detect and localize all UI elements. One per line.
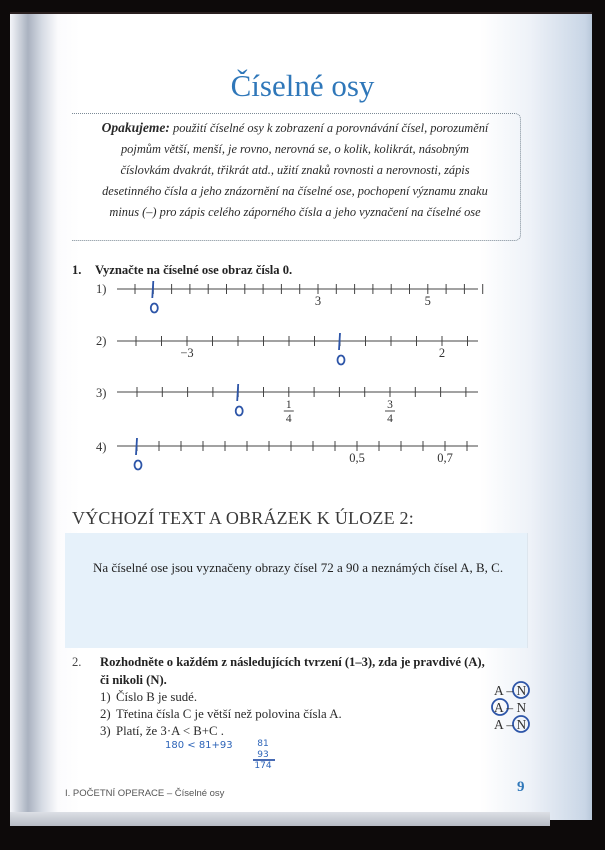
review-lead: Opakujeme: <box>101 120 170 135</box>
statement-3-text: Platí, že 3·A < B+C . <box>116 724 224 738</box>
task2-prompt-line2: či nikoli (N). <box>100 673 167 687</box>
handwritten-sum-line: 81 <box>257 739 269 749</box>
review-body: použití číselné osy k zobrazení a porovnávání čísel, porozumění pojmům větší, menší, je rovno, nerovná se, o kolik, kolikrát, násobným číslovkám dvakrát, třikrát atd., užití znaků rovnosti a nerovnosti, zápis desetinného čísla a jeho znázornění na číselné ose, pochopení významu znaku minus (–) pro zápis celého záporného čísla a jeho vyznačení na číselné ose <box>102 121 489 219</box>
answer-choice-1[interactable]: A – N <box>494 683 527 698</box>
task1-number: 1. <box>72 263 82 277</box>
tick-label: 3 <box>314 294 322 308</box>
tick-label: 5 <box>424 294 431 308</box>
task2-number: 2. <box>72 655 82 669</box>
axis2-label: 2) <box>96 334 107 348</box>
statement-2-number: 2) <box>100 707 111 721</box>
answer-choice-3[interactable]: A – N <box>494 717 527 732</box>
statement-1-number: 1) <box>100 690 111 704</box>
handwritten-zero-tick <box>136 438 137 455</box>
tick-label: 2 <box>438 346 446 360</box>
statement-3-number: 3) <box>100 724 111 738</box>
task2-prompt-line1: Rozhodněte o každém z následujících tvrzení (1–3), zda je pravdivé (A), <box>100 655 485 669</box>
axis1-label: 1) <box>96 282 107 296</box>
fraction-denominator: 4 <box>387 413 393 425</box>
statement-3 <box>100 724 224 739</box>
tick-label: 0,7 <box>437 451 453 465</box>
info-text: Na číselné ose jsou vyznačeny obrazy čísel 72 a 90 a neznámých čísel A, B, C. <box>93 560 504 575</box>
handwritten-zero-tick <box>237 384 238 401</box>
handwritten-sum-line: 174 <box>254 761 272 771</box>
task1-prompt: Vyznačte na číselné ose obraz čísla 0. <box>95 263 293 277</box>
statement-2-text: Třetina čísla C je větší než polovina čísla A. <box>116 707 342 721</box>
fraction-denominator: 4 <box>285 413 292 425</box>
page-title: Číselné osy <box>230 68 375 103</box>
handwritten-zero-circle <box>151 304 158 313</box>
fraction-numerator: 3 <box>387 399 393 411</box>
handwritten-sum-line: 93 <box>257 750 269 760</box>
info-box <box>65 533 528 648</box>
handwritten-zero-tick <box>152 281 153 298</box>
tick-label: 0,5 <box>349 451 365 465</box>
handwritten-zero-circle <box>135 461 142 470</box>
statement-1 <box>100 690 197 705</box>
handwritten-zero-tick <box>339 333 340 350</box>
fraction-numerator: 1 <box>285 399 292 411</box>
axis3-label: 3) <box>96 386 107 400</box>
page-number: 9 <box>517 779 525 795</box>
footer-chapter: I. POČETNÍ OPERACE – Číselné osy <box>65 788 225 799</box>
statement-1-text: Číslo B je sudé. <box>116 690 198 704</box>
tick-label: −3 <box>180 346 194 360</box>
statement-2 <box>100 707 342 722</box>
handwritten-inequality: 180 < 81+93 <box>165 740 233 751</box>
axis4-label: 4) <box>96 440 107 454</box>
handwritten-zero-circle <box>338 356 345 365</box>
answer-choice-2[interactable]: A – N <box>494 700 527 715</box>
section-title: VÝCHOZÍ TEXT A OBRÁZEK K ÚLOZE 2: <box>72 508 414 528</box>
handwritten-zero-circle <box>236 407 243 416</box>
